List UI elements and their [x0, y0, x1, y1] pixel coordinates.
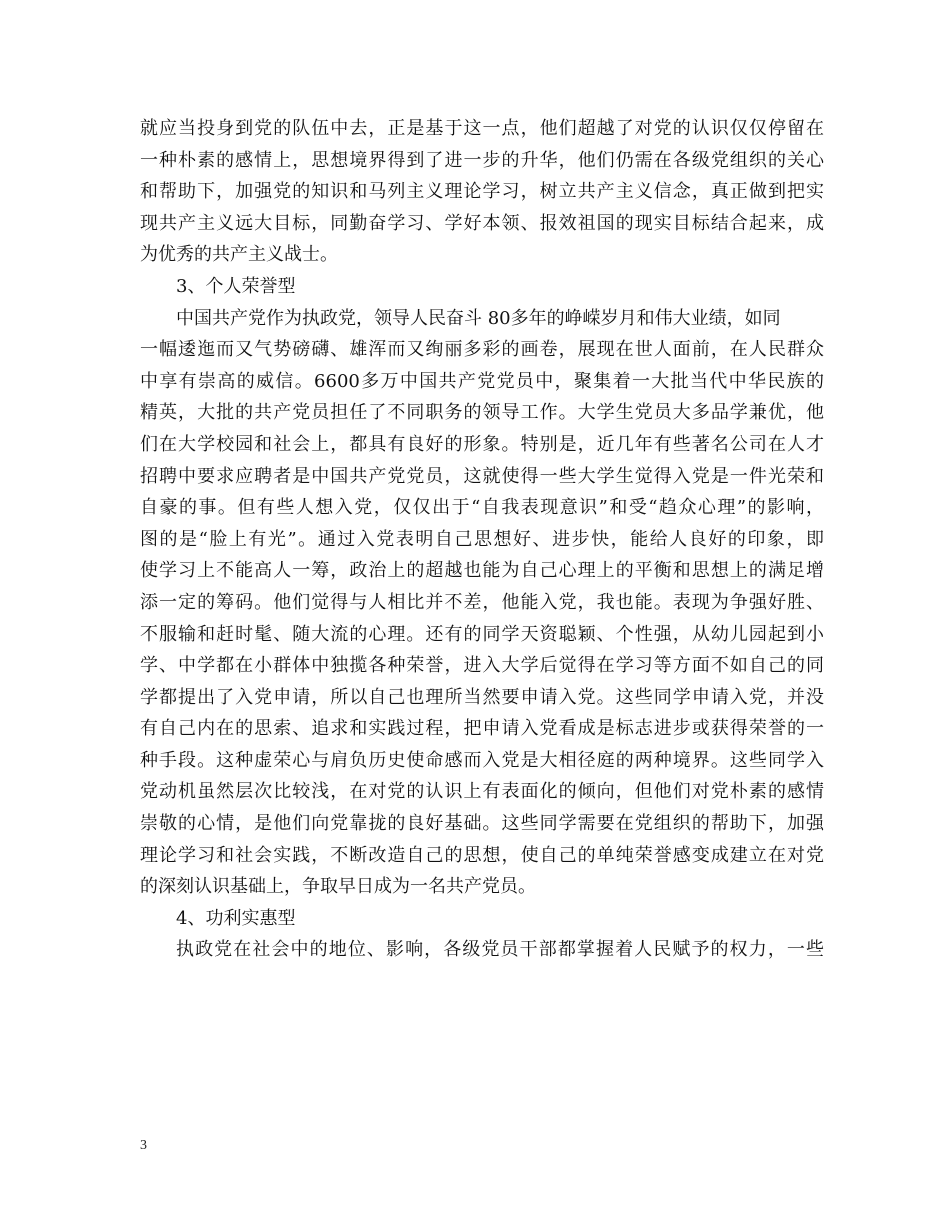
text-line: 招聘中要求应聘者是中国共产党党员，这就使得一些大学生觉得入党是一件光荣和 — [140, 465, 824, 487]
text-line: 就应当投身到党的队伍中去，正是基于这一点，他们超越了对党的认识仅仅停留在 — [140, 118, 824, 139]
text-line: 一幅逶迤而又气势磅礴、雄浑而又绚丽多彩的画卷，展现在世人面前，在人民群众 — [140, 339, 824, 361]
text-line: 一种朴素的感情上，思想境界得到了进一步的升华，他们仍需在各级党组织的关心 — [140, 149, 824, 171]
text-line: 自豪的事。但有些人想入党，仅仅出于“自我表现意识”和受“趋众心理”的影响， — [140, 497, 824, 519]
text-line: 学都提出了入党申请，所以自己也理所当然要申请入党。这些同学申请入党，并没 — [140, 686, 824, 708]
text-line: 学、中学都在小群体中独揽各种荣誉，进入大学后觉得在学习等方面不如自己的同 — [140, 655, 824, 677]
text-line: 有自己内在的思索、追求和实践过程，把申请入党看成是标志进步或获得荣誉的一 — [140, 718, 824, 740]
text-line: 理论学习和社会实践，不断改造自己的思想，使自己的单纯荣誉感变成建立在对党 — [140, 844, 824, 866]
text-line: 中享有崇高的威信。6600多万中国共产党党员中，聚集着一大批当代中华民族的 — [140, 370, 824, 392]
text-line: 现共产主义远大目标，同勤奋学习、学好本领、报效祖国的现实目标结合起来，成 — [140, 212, 824, 234]
text-line: 党动机虽然层次比较浅，在对党的认识上有表面化的倾向，但他们对党朴素的感情 — [140, 781, 824, 803]
text-line: 和帮助下，加强党的知识和马列主义理论学习，树立共产主义信念，真正做到把实 — [140, 181, 824, 203]
section-heading: 3、个人荣誉型 — [176, 275, 296, 297]
text-line: 种手段。这种虚荣心与肩负历史使命感而入党是大相径庭的两种境界。这些同学入 — [140, 749, 824, 771]
text-line: 使学习上不能高人一筹，政治上的超越也能为自己心理上的平衡和思想上的满足增 — [140, 560, 824, 582]
page-number: 3 — [140, 1138, 147, 1153]
text-line: 不服输和赶时髦、随大流的心理。还有的同学天资聪颖、个性强，从幼儿园起到小 — [140, 623, 824, 645]
paragraph-first-line: 中国共产党作为执政党，领导人民奋斗 80多年的峥嵘岁月和伟大业绩，如同 — [176, 307, 781, 329]
text-line: 为优秀的共产主义战士。 — [140, 244, 338, 266]
text-line: 图的是“脸上有光”。通过入党表明自己思想好、进步快，能给人良好的印象，即 — [140, 528, 824, 550]
text-line: 们在大学校园和社会上，都具有良好的形象。特别是，近几年有些著名公司在人才 — [140, 433, 824, 455]
text-line: 添一定的筹码。他们觉得与人相比并不差，他能入党，我也能。表现为争强好胜、 — [140, 591, 824, 613]
paragraph-first-line: 执政党在社会中的地位、影响，各级党员干部都掌握着人民赋予的权力，一些 — [176, 939, 824, 961]
text-line: 崇敬的心情，是他们向党靠拢的良好基础。这些同学需要在党组织的帮助下，加强 — [140, 813, 824, 835]
text-line: 的深刻认识基础上，争取早日成为一名共产党员。 — [140, 876, 536, 898]
section-heading: 4、功利实惠型 — [176, 907, 296, 929]
document-body — [140, 113, 824, 966]
text-line: 精英，大批的共产党员担任了不同职务的领导工作。大学生党员大多品学兼优，他 — [140, 402, 824, 424]
